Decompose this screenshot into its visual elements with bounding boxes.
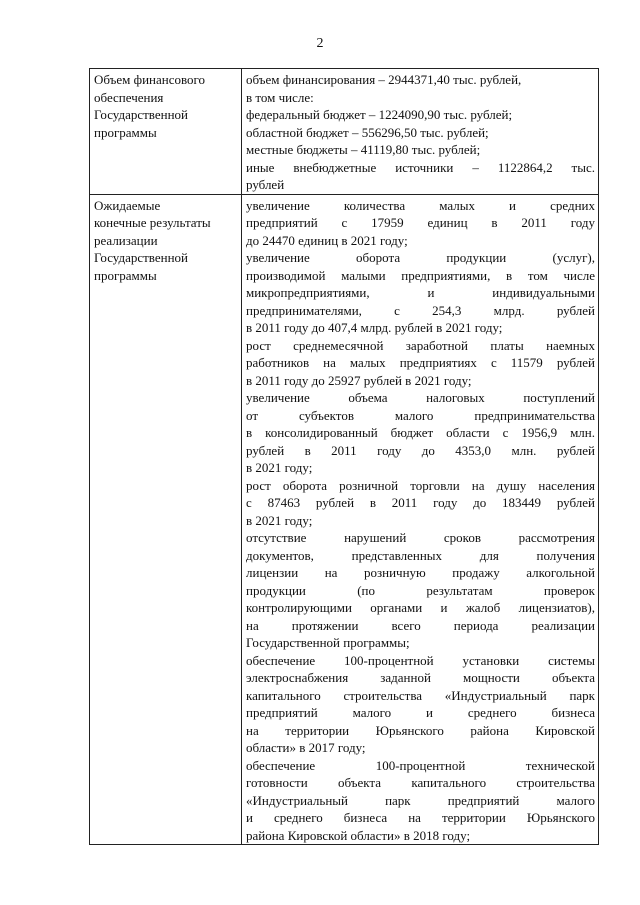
text-line: лицензии на розничную продажу алкогольной [246,565,595,580]
text-line: увеличение объема налоговых поступлений [246,390,595,405]
row-value [242,194,599,845]
text-line: на протяжении всего периода реализации [246,617,595,633]
text-line: с 87463 рублей в 2011 году до 183449 рублей [246,495,595,510]
text-line: увеличение оборота продукции (услуг), [246,250,595,265]
table-row [90,69,599,195]
text-line: от субъектов малого предпринимательства [246,407,595,423]
text-line: района Кировской области» в 2018 году; [246,827,471,843]
text-line: документов, представленных для получения [246,547,595,563]
text-line: областной бюджет – 556296,50 тыс. рублей; [246,124,489,140]
text-line: в консолидированный бюджет области с 1956,9 млн. [246,425,595,440]
text-line: готовности объекта капитального строительства [246,775,595,790]
text-line: увеличение количества малых и средних [246,197,595,213]
text-line: предприятий малого и среднего бизнеса [246,705,595,720]
text-line: в 2011 году до 407,4 млрд. рублей в 2021 году; [246,320,503,335]
text-line: «Индустриальный парк предприятий малого [246,792,595,808]
text-line: на территории Юрьянского района Кировской [246,722,595,738]
text-line: в том числе: [246,89,314,105]
text-line: иные внебюджетные источники – 1122864,2 тыс. [246,159,595,175]
text-line: предприятий с 17959 единиц в 2011 году [246,215,595,230]
text-line: местные бюджеты – 41119,80 тыс. рублей; [246,142,481,157]
text-line: и среднего бизнеса на территории Юрьянского [246,810,595,825]
program-passport-table [89,68,599,845]
text-line: Государственной программы; [246,635,410,650]
page-number: 2 [316,36,324,51]
text-line: до 24470 единиц в 2021 году; [246,232,408,248]
text-line: предпринимателями, с 254,3 млрд. рублей [246,302,595,318]
text-line: рублей в 2011 году до 4353,0 млн. рублей [246,442,595,458]
text-line: микропредприятиями, и индивидуальными [246,285,595,300]
row-value [242,69,599,195]
text-line: объем финансирования – 2944371,40 тыс. рублей, [246,72,522,87]
text-line: работников на малых предприятиях с 11579 рублей [246,355,595,370]
table-row [90,194,599,845]
row-label: Ожидаемые конечные результаты реализации Государственной программы [90,194,242,845]
text-line: контролирующими органами и жалоб лицензиатов), [246,600,595,615]
text-line: в 2011 году до 25927 рублей в 2021 году; [246,372,472,388]
text-line: продукции (по результатам проверок [246,582,595,598]
text-line: обеспечение 100-процентной установки системы [246,652,595,668]
text-line: рост оборота розничной торговли на душу населения [246,477,595,493]
text-line: производимой малыми предприятиями, в том числе [246,267,595,283]
text-line: рублей [246,177,285,192]
text-line: области» в 2017 году; [246,740,366,755]
text-line: отсутствие нарушений сроков рассмотрения [246,530,595,545]
text-line: в 2021 году; [246,460,313,475]
text-line: обеспечение 100-процентной технической [246,757,595,773]
text-line: капитального строительства «Индустриальный парк [246,687,595,703]
text-line: федеральный бюджет – 1224090,90 тыс. рублей; [246,107,513,122]
text-line: электроснабжения заданной мощности объекта [246,670,595,685]
text-line: в 2021 году; [246,512,313,528]
text-line: рост среднемесячной заработной платы наемных [246,337,595,353]
row-label: Объем финансового обеспечения Государственной программы [90,69,242,195]
